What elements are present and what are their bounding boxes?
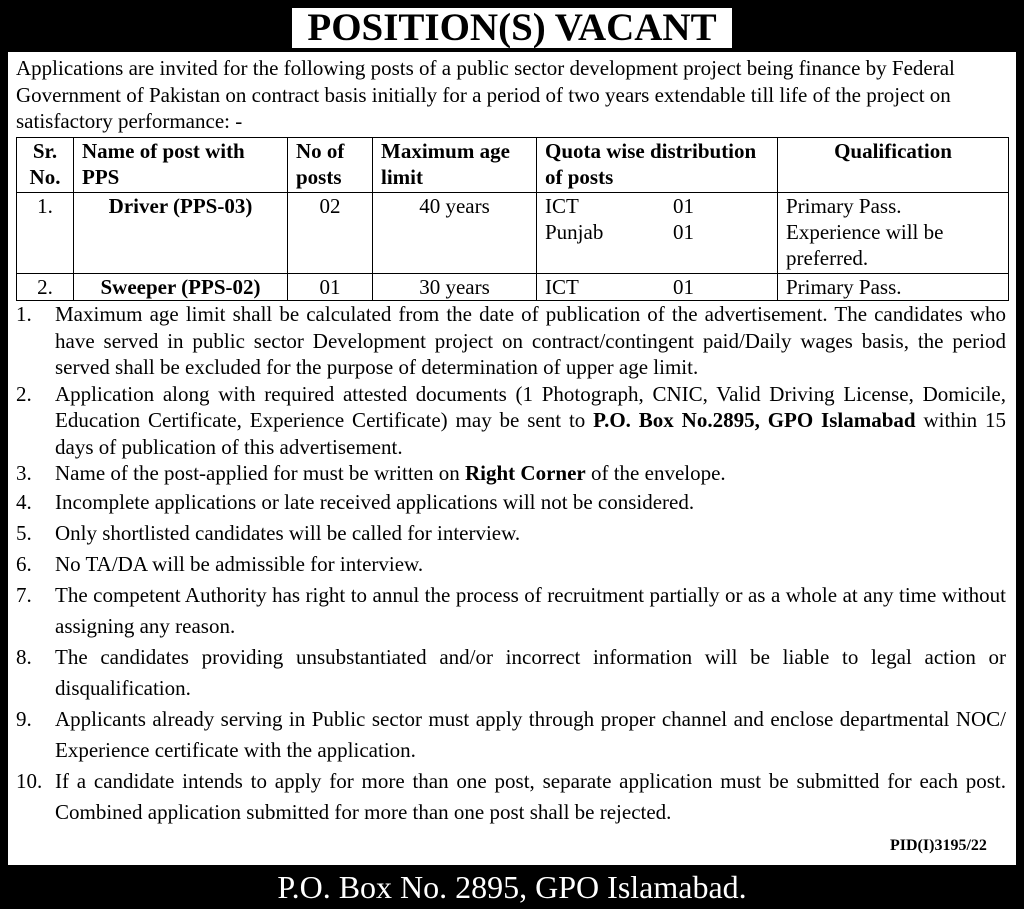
quota-count: 01	[673, 194, 694, 218]
list-number: 3.	[16, 461, 32, 485]
instructions-list	[16, 301, 1006, 828]
list-number: 7.	[16, 582, 32, 607]
cell-post-name: Driver (PPS-03)	[74, 193, 288, 274]
header-age-limit: Maximum age limit	[373, 138, 537, 193]
table-header-row	[17, 138, 1009, 193]
list-item	[16, 766, 1006, 828]
list-text-tail: within 15 days of publication of this advertisement.	[55, 408, 1007, 459]
list-number: 6.	[16, 551, 32, 576]
list-number: 9.	[16, 706, 32, 731]
pid-reference: PID(I)3195/22	[890, 837, 987, 854]
qualification-text: Primary Pass.	[786, 194, 902, 218]
cell-qualification	[778, 274, 1009, 301]
list-text-tail: of the envelope.	[585, 461, 726, 485]
table-row	[17, 193, 1009, 274]
list-number: 2.	[16, 381, 32, 406]
quota-region: ICT	[545, 194, 579, 218]
list-text: Incomplete applications or late received applications will not be considered.	[55, 489, 695, 514]
header-quota: Quota wise distribution of posts	[537, 138, 778, 193]
list-number: 5.	[16, 520, 32, 545]
quota-line	[545, 274, 769, 300]
footer-address: P.O. Box No. 2895, GPO Islamabad.	[0, 865, 1024, 909]
cell-quota	[537, 274, 778, 301]
list-item	[16, 518, 1006, 549]
qualification-note: Experience will be preferred.	[786, 220, 944, 270]
cell-quota	[537, 193, 778, 274]
list-item	[16, 301, 1006, 381]
list-item	[16, 487, 1006, 518]
list-number: 8.	[16, 644, 32, 669]
list-number: 1.	[16, 302, 32, 326]
cell-sr: 1.	[17, 193, 74, 274]
envelope-emphasis: Right Corner	[464, 461, 586, 485]
table-row	[17, 274, 1009, 301]
list-item	[16, 381, 1006, 461]
list-text: Name of the post-applied for must be written on	[55, 461, 465, 485]
list-text: The competent Authority has right to annul the process of recruitment partially or as a whole at any time without assigning any reason.	[55, 582, 1006, 638]
quota-count: 01	[673, 275, 694, 299]
quota-count: 01	[673, 220, 694, 244]
list-item	[16, 704, 1006, 766]
list-item	[16, 460, 1006, 487]
list-item	[16, 642, 1006, 704]
list-text: Application along with required attested documents (1 Photograph, CNIC, Valid Driving License, Domicile, Education Certificate, Experience Certificate) may be sent to	[55, 381, 1006, 432]
list-number: 4.	[16, 489, 32, 514]
quota-line	[545, 193, 769, 219]
header-qualification: Qualification	[778, 138, 1009, 193]
page-title: POSITION(S) VACANT	[288, 8, 736, 48]
list-item	[16, 549, 1006, 580]
cell-post-name: Sweeper (PPS-02)	[74, 274, 288, 301]
posts-table	[16, 137, 1009, 301]
cell-age-limit: 40 years	[373, 193, 537, 274]
cell-no-of-posts: 02	[288, 193, 373, 274]
intro-paragraph: Applications are invited for the following posts of a public sector development project being finance by Federal Government of Pakistan on contract basis initially for a period of two years extendable till life of the project on satisfactory performance: -	[16, 56, 955, 133]
cell-sr: 2.	[17, 274, 74, 301]
quota-region: Punjab	[545, 220, 604, 244]
address-emphasis: P.O. Box No.2895, GPO Islamabad	[593, 408, 916, 432]
list-text: No TA/DA will be admissible for interview.	[55, 551, 424, 576]
quota-region: ICT	[545, 275, 579, 299]
list-text: Maximum age limit shall be calculated from the date of publication of the advertisement. The candidates who have served in public sector Development project on contract/contingent paid/Daily wages basis, the period served shall be excluded for the purpose of determination of upper age limit.	[55, 302, 1006, 379]
header-sr-no: Sr. No.	[17, 138, 74, 193]
list-number: 10.	[16, 768, 43, 793]
cell-no-of-posts: 01	[288, 274, 373, 301]
list-text: Applicants already serving in Public sector must apply through proper channel and enclose departmental NOC/ Experience certificate with the application.	[55, 706, 1006, 762]
cell-age-limit: 30 years	[373, 274, 537, 301]
quota-line	[545, 219, 769, 245]
list-text: The candidates providing unsubstantiated and/or incorrect information will be liable to legal action or disqualification.	[55, 644, 1006, 700]
list-text: Only shortlisted candidates will be called for interview.	[55, 520, 521, 545]
header-no-of-posts: No of posts	[288, 138, 373, 193]
list-text: If a candidate intends to apply for more than one post, separate application must be submitted for each post. Combined application submitted for more than one post shall be rejected.	[55, 768, 1006, 824]
cell-qualification	[778, 193, 1009, 274]
qualification-text: Primary Pass.	[786, 275, 902, 299]
list-item	[16, 580, 1006, 642]
header-post-name: Name of post with PPS	[74, 138, 288, 193]
